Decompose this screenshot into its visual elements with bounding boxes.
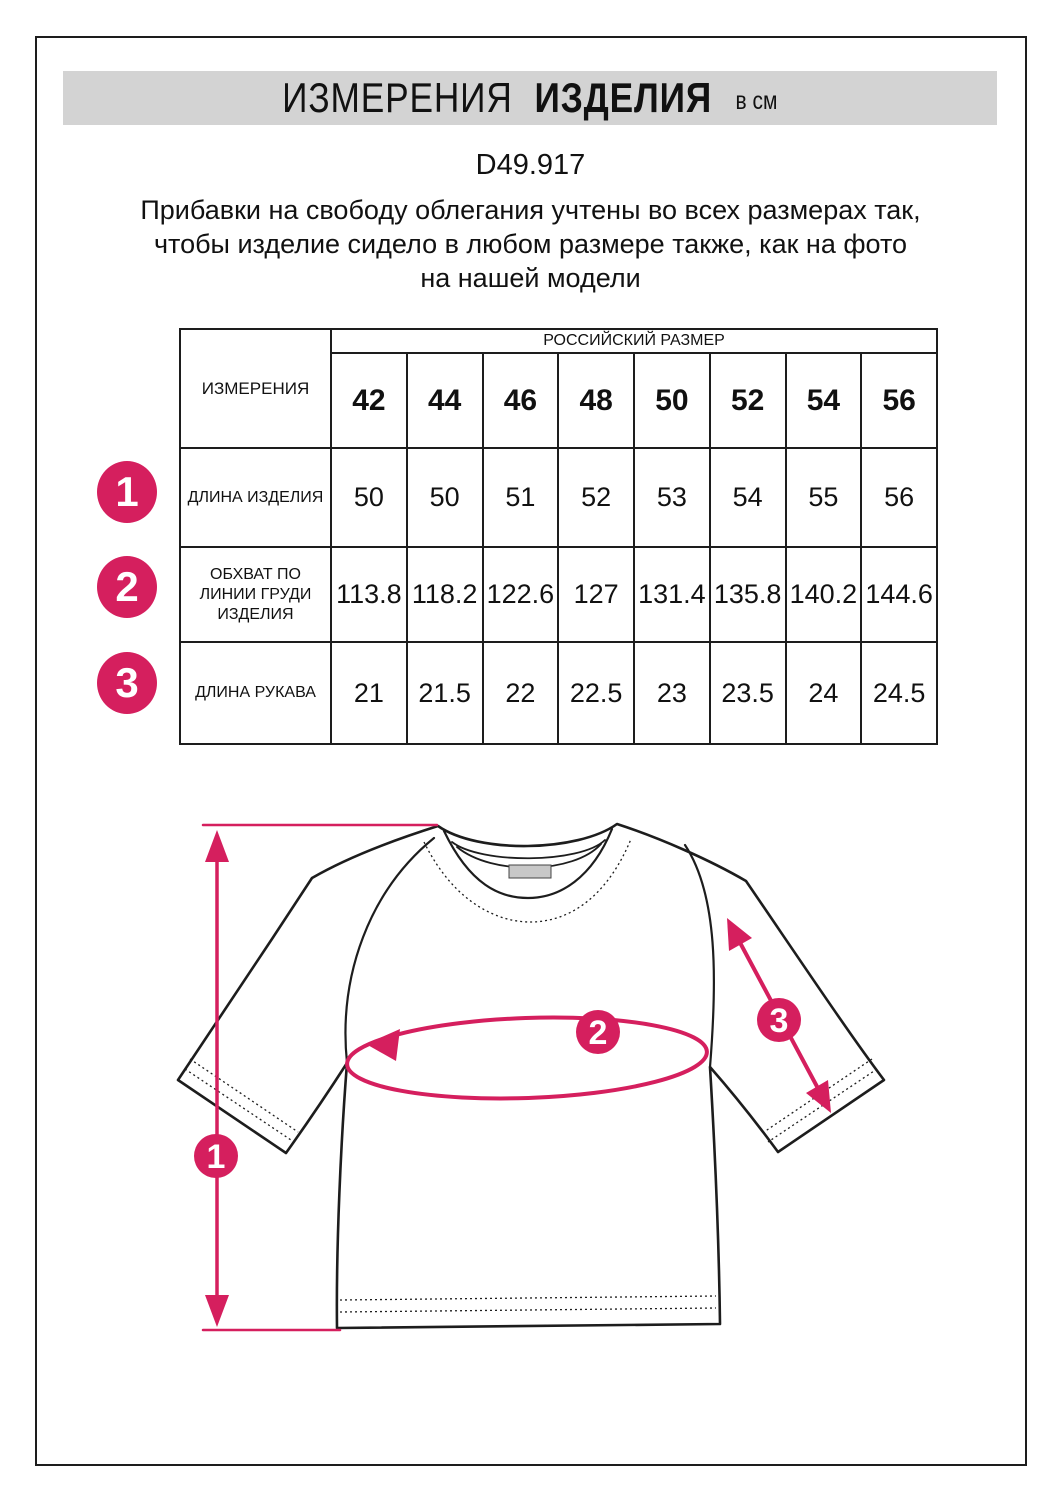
fit-note-line: чтобы изделие сидело в любом размере также, как на фото — [153, 229, 908, 259]
fit-note-line: Прибавки на свободу облегания учтены во всех размерах так, — [140, 195, 921, 225]
size-header: 48 — [558, 353, 634, 448]
cell-value: 24.5 — [861, 642, 937, 744]
row-label: ОБХВАТ ПО ЛИНИИ ГРУДИ ИЗДЕЛИЯ — [180, 547, 331, 642]
cell-value: 56 — [861, 448, 937, 547]
cell-value: 21 — [331, 642, 407, 744]
cell-value: 21.5 — [407, 642, 483, 744]
row-label: ДЛИНА РУКАВА — [180, 642, 331, 744]
cell-value: 113.8 — [331, 547, 407, 642]
cell-value: 22 — [483, 642, 559, 744]
measure-badge-3: 3 — [97, 652, 157, 714]
cell-value: 54 — [710, 448, 786, 547]
page-title-bold: ИЗДЕЛИЯ — [534, 74, 713, 121]
cell-value: 118.2 — [407, 547, 483, 642]
cell-value: 53 — [634, 448, 710, 547]
size-header: 42 — [331, 353, 407, 448]
cell-value: 23 — [634, 642, 710, 744]
cell-value: 24 — [786, 642, 862, 744]
badge-number-2: 2 — [588, 1014, 608, 1052]
cell-value: 52 — [558, 448, 634, 547]
badge-number-1: 1 — [206, 1138, 226, 1176]
arrowhead-down — [205, 1295, 229, 1327]
size-header: 54 — [786, 353, 862, 448]
size-header: 46 — [483, 353, 559, 448]
size-header: 44 — [407, 353, 483, 448]
cell-value: 135.8 — [710, 547, 786, 642]
cell-value: 51 — [483, 448, 559, 547]
measure-badge-2: 2 — [97, 556, 157, 618]
size-header: 56 — [861, 353, 937, 448]
fit-note-line: на нашей модели — [420, 263, 641, 293]
size-header: 50 — [634, 353, 710, 448]
cell-value: 140.2 — [786, 547, 862, 642]
model-code: D49.917 — [475, 149, 586, 181]
size-header: 52 — [710, 353, 786, 448]
row-label: ДЛИНА ИЗДЕЛИЯ — [180, 448, 331, 547]
neck-label-tag — [509, 865, 551, 878]
measure-col-header: ИЗМЕРЕНИЯ — [180, 329, 331, 448]
cell-value: 50 — [331, 448, 407, 547]
tshirt-outline — [178, 824, 884, 1328]
cell-value: 55 — [786, 448, 862, 547]
cell-value: 50 — [407, 448, 483, 547]
cell-value: 122.6 — [483, 547, 559, 642]
unit-label: в см — [735, 86, 778, 115]
badge-number-3: 3 — [769, 1002, 789, 1040]
cell-value: 127 — [558, 547, 634, 642]
cell-value: 131.4 — [634, 547, 710, 642]
arrowhead-up — [205, 830, 229, 862]
cell-value: 22.5 — [558, 642, 634, 744]
measure-badge-1: 1 — [97, 461, 157, 523]
size-group-header: РОССИЙСКИЙ РАЗМЕР — [331, 329, 937, 353]
cell-value: 23.5 — [710, 642, 786, 744]
page-title: ИЗМЕРЕНИЯ — [282, 74, 513, 121]
cell-value: 144.6 — [861, 547, 937, 642]
